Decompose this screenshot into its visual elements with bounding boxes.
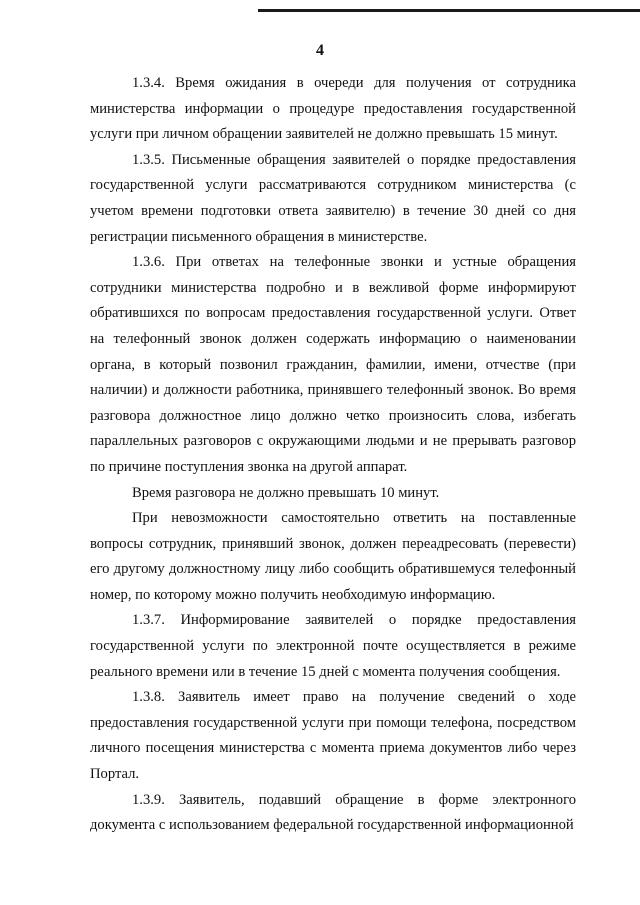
paragraph-1-3-9: 1.3.9. Заявитель, подавший обращение в форме электронного документа с использованием федеральной государственной информационной xyxy=(90,791,576,834)
header-rule xyxy=(258,9,640,12)
page-number: 4 xyxy=(316,42,324,59)
document-body xyxy=(90,71,576,839)
paragraph-1-3-8: 1.3.8. Заявитель имеет право на получение сведений о ходе предоставления государственной услуги при помощи телефона, посредством личного посещения министерства с момента приема документов либо через Портал. xyxy=(90,689,576,783)
paragraph-1-3-7: 1.3.7. Информирование заявителей о порядке предоставления государственной услуги по электронной почте осуществляется в режиме реального времени или в течение 15 дней с момента получения сообщения. xyxy=(90,612,576,680)
paragraph-1-3-4: 1.3.4. Время ожидания в очереди для получения от сотрудника министерства информации о процедуре предоставления государственной услуги при личном обращении заявителей не должно превышать 15 минут. xyxy=(90,75,576,143)
paragraph-1-3-6: 1.3.6. При ответах на телефонные звонки и устные обращения сотрудники министерства подробно и в вежливой форме информируют обратившихся по вопросам предоставления государственной услуги. Ответ на телефонный звонок должен содержать информацию о наименовании органа, в который позвонил гражданин, фамилии, имени, отчестве (при наличии) и должности работника, принявшего телефонный звонок. Во время разговора должностное лицо должно четко произносить слова, избегать параллельных разговоров с окружающими людьми и не прерывать разговор по причине поступления звонка на другой аппарат. xyxy=(90,254,576,475)
paragraph-redirect-call: При невозможности самостоятельно ответить на поставленные вопросы сотрудник, принявший звонок, должен переадресовать (перевести) его другому должностному лицу либо сообщить обратившемуся телефонный номер, по которому можно получить необходимую информацию. xyxy=(90,510,576,603)
paragraph-1-3-5: 1.3.5. Письменные обращения заявителей о порядке предоставления государственной услуги рассматриваются сотрудником министерства (с учетом времени подготовки ответа заявителю) в течение 30 дней со дня регистрации письменного обращения в министерстве. xyxy=(90,151,576,245)
paragraph-call-duration: Время разговора не должно превышать 10 минут. xyxy=(132,484,440,501)
